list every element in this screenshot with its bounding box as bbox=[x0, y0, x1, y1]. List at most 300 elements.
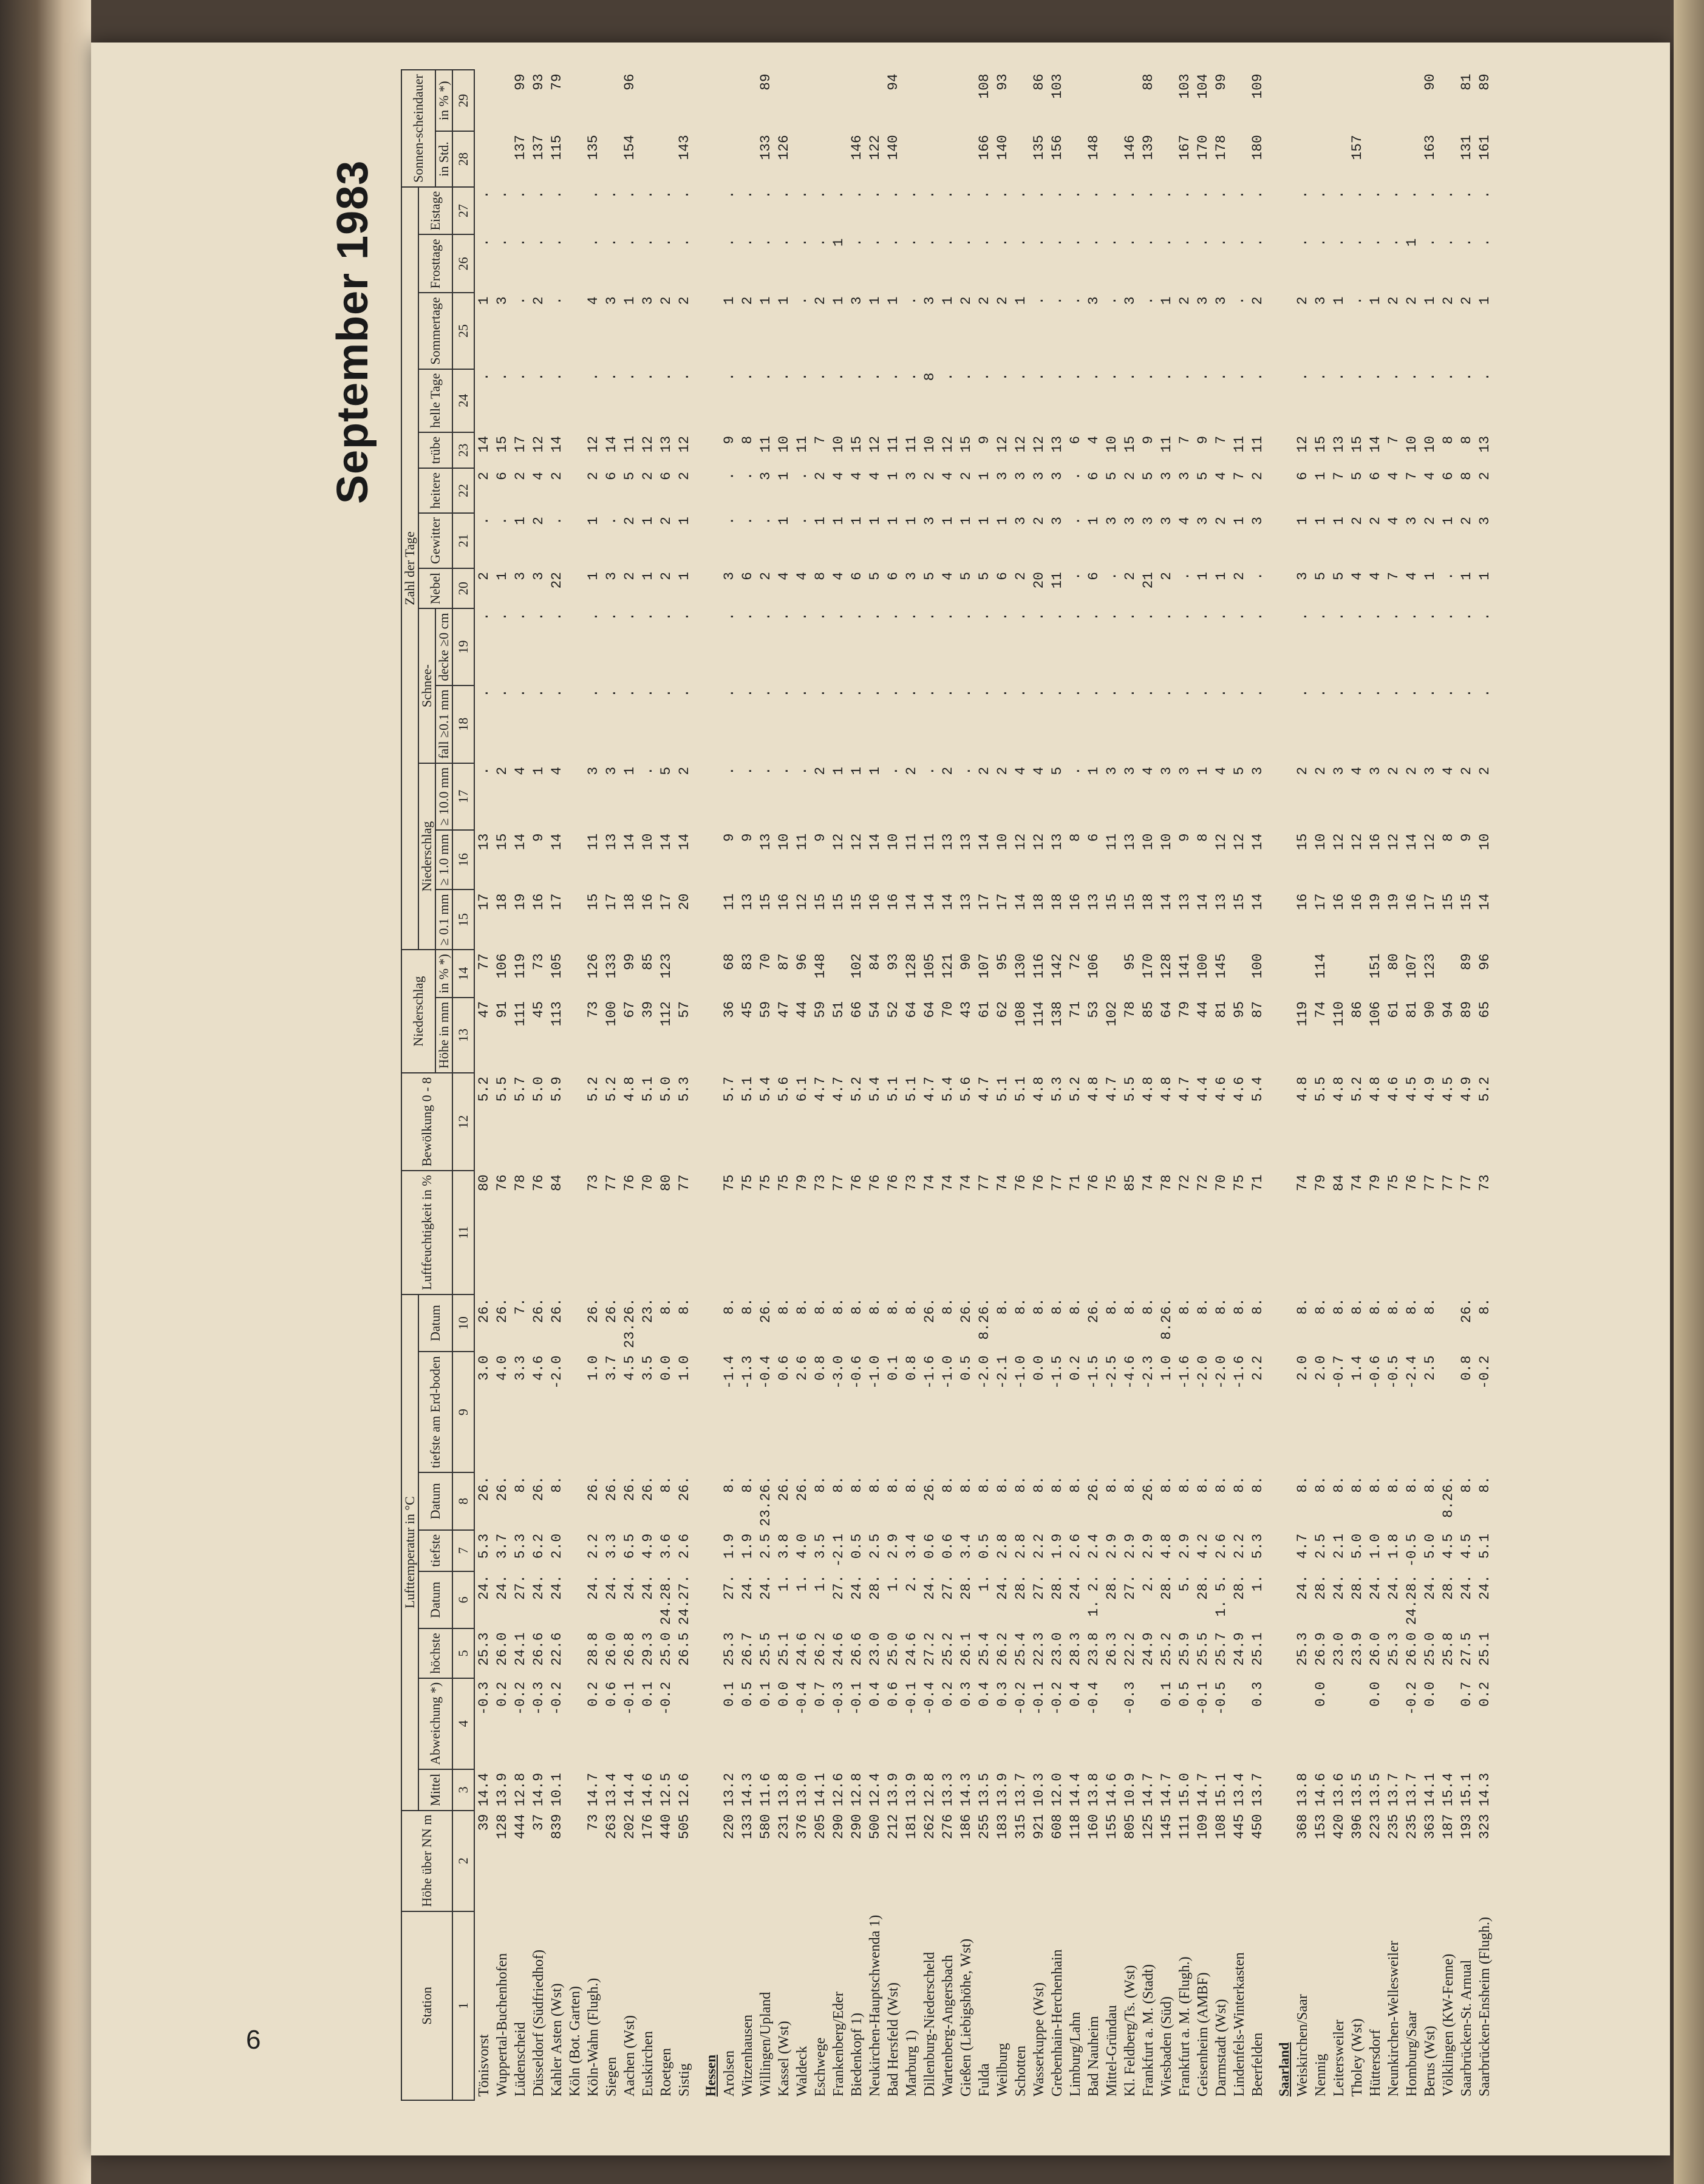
table-cell: 4 bbox=[1368, 571, 1383, 580]
section-title: Saarland bbox=[1276, 2042, 1292, 2097]
table-cell: 9 bbox=[1140, 435, 1156, 444]
table-cell: 14.3 bbox=[1477, 1772, 1493, 1807]
table-cell: . bbox=[604, 689, 619, 698]
table-cell: . bbox=[1459, 238, 1474, 247]
table-cell: 27. bbox=[1031, 1574, 1047, 1600]
table-cell: 13 bbox=[476, 833, 492, 851]
station-name: Beerfelden bbox=[1249, 2032, 1266, 2097]
table-cell: 141 bbox=[1177, 953, 1193, 979]
table-cell: 13.6 bbox=[1331, 1772, 1347, 1807]
table-cell: 18 bbox=[1140, 893, 1156, 911]
table-cell: 12.6 bbox=[831, 1772, 847, 1807]
table-cell: . bbox=[1404, 689, 1420, 698]
table-cell: 89 bbox=[758, 73, 774, 90]
table-cell: . bbox=[1068, 296, 1083, 305]
table-cell: 0.0 bbox=[1031, 1355, 1047, 1381]
table-cell: 5.3 bbox=[1049, 1077, 1065, 1102]
table-cell: 3.4 bbox=[958, 1533, 974, 1559]
table-cell: 47 bbox=[476, 1001, 492, 1018]
table-cell: 85 bbox=[640, 953, 656, 970]
table-cell bbox=[1366, 70, 1385, 131]
table-cell: 323 bbox=[1477, 1814, 1493, 1840]
table-cell: 104 bbox=[1195, 73, 1211, 99]
col-truebe: trübe bbox=[418, 432, 452, 468]
table-cell: 15 bbox=[1349, 435, 1365, 453]
table-cell bbox=[1103, 70, 1121, 131]
table-cell: 6.5 bbox=[622, 1533, 638, 1559]
group-lufttemp: Lufttemperatur in °C bbox=[401, 1294, 418, 1811]
table-cell: -3.0 bbox=[831, 1355, 847, 1389]
table-cell: 1 bbox=[995, 516, 1010, 525]
table-cell: . bbox=[721, 190, 737, 199]
table-cell: 8. bbox=[1313, 1475, 1329, 1493]
table-cell: 18 bbox=[1049, 893, 1065, 911]
table-cell: 54 bbox=[867, 1001, 883, 1018]
table-cell: . bbox=[1313, 190, 1329, 199]
table-cell: . bbox=[1177, 612, 1193, 621]
table-cell: 4 bbox=[531, 472, 547, 480]
table-cell: 15.1 bbox=[1213, 1772, 1229, 1807]
table-row bbox=[1048, 70, 1066, 2100]
table-cell: 15 bbox=[958, 435, 974, 453]
table-cell: 2.6 bbox=[676, 1533, 692, 1559]
table-cell: 10.1 bbox=[549, 1772, 565, 1807]
table-cell: -2.1 bbox=[995, 1355, 1010, 1389]
table-cell: 80 bbox=[1386, 953, 1402, 970]
table-cell: 12.8 bbox=[513, 1772, 528, 1807]
station-name: Biedenkopf 1) bbox=[848, 2013, 865, 2097]
table-cell: . bbox=[1349, 372, 1365, 381]
table-cell bbox=[830, 131, 848, 187]
table-cell: 108 bbox=[976, 73, 992, 99]
table-cell: 1 bbox=[758, 296, 774, 305]
table-cell bbox=[566, 1811, 584, 1911]
table-cell: 71 bbox=[1068, 1174, 1083, 1191]
table-cell: 24.27. bbox=[676, 1574, 692, 1625]
table-cell: 28. bbox=[867, 1574, 883, 1600]
table-row bbox=[530, 70, 548, 2100]
table-cell bbox=[793, 70, 811, 131]
table-cell: 5.9 bbox=[549, 1077, 565, 1102]
table-cell: 24.6 bbox=[794, 1632, 810, 1666]
table-cell: 4.7 bbox=[1177, 1077, 1193, 1102]
table-cell: 5 bbox=[1349, 472, 1365, 480]
table-cell: . bbox=[549, 612, 565, 621]
table-cell: . bbox=[1049, 372, 1065, 381]
table-cell: 2 bbox=[958, 472, 974, 480]
table-cell: . bbox=[585, 190, 601, 199]
table-cell: 3 bbox=[1195, 516, 1211, 525]
column-number: 9 bbox=[452, 1352, 474, 1472]
table-cell: 135 bbox=[1031, 135, 1047, 160]
table-cell: 1 bbox=[885, 296, 901, 305]
table-cell: 1 bbox=[1422, 571, 1438, 580]
table-cell: . bbox=[1049, 238, 1065, 247]
table-cell: . bbox=[1013, 190, 1029, 199]
table-cell: . bbox=[904, 689, 919, 698]
table-cell: . bbox=[1232, 296, 1247, 305]
table-cell: 76 bbox=[494, 1174, 510, 1191]
table-row bbox=[1439, 70, 1457, 2100]
table-cell: 2 bbox=[1232, 571, 1247, 580]
column-number: 8 bbox=[452, 1472, 474, 1530]
table-cell: 24. bbox=[1068, 1574, 1083, 1600]
table-cell: 5 bbox=[1331, 571, 1347, 580]
table-cell: 3 bbox=[1404, 516, 1420, 525]
table-cell: 79 bbox=[1177, 1001, 1193, 1018]
table-cell: 1 bbox=[958, 516, 974, 525]
table-cell: 77 bbox=[1440, 1174, 1456, 1191]
table-cell: 161 bbox=[1477, 135, 1493, 160]
table-cell: 12 bbox=[867, 435, 883, 453]
table-cell: 4.7 bbox=[813, 1077, 828, 1102]
table-cell: 1 bbox=[513, 516, 528, 525]
table-cell: 0.8 bbox=[813, 1355, 828, 1381]
col-ns-1: ≥ 1.0 mm bbox=[435, 830, 452, 890]
table-cell: 2 bbox=[1313, 766, 1329, 775]
table-cell: 130 bbox=[1013, 953, 1029, 979]
table-cell: 450 bbox=[1250, 1814, 1266, 1840]
table-cell: . bbox=[721, 516, 737, 525]
table-cell: 83 bbox=[740, 953, 755, 970]
table-cell: 116 bbox=[1031, 953, 1047, 979]
table-cell bbox=[1330, 1678, 1348, 1769]
table-cell: 1 bbox=[721, 296, 737, 305]
table-cell: 26.0 bbox=[1368, 1632, 1383, 1666]
table-cell: -2.3 bbox=[1140, 1355, 1156, 1389]
table-cell: 99 bbox=[1213, 73, 1229, 90]
table-cell: 26. bbox=[549, 1298, 565, 1324]
station-name: Roetgen bbox=[658, 2048, 674, 2097]
table-cell: 89 bbox=[1459, 1001, 1474, 1018]
table-cell: 3.8 bbox=[776, 1533, 792, 1559]
table-cell: 75 bbox=[1232, 1174, 1247, 1191]
table-cell: 5 bbox=[1232, 766, 1247, 775]
table-cell: -0.1 bbox=[904, 1681, 919, 1715]
table-cell: . bbox=[513, 612, 528, 621]
table-cell: 4 bbox=[867, 472, 883, 480]
table-cell: 8. bbox=[849, 1475, 865, 1493]
table-cell: 128 bbox=[494, 1814, 510, 1840]
table-cell: . bbox=[721, 238, 737, 247]
table-cell: 5.0 bbox=[1349, 1533, 1365, 1559]
table-cell: . bbox=[658, 612, 674, 621]
table-cell: 3.4 bbox=[904, 1533, 919, 1559]
table-cell: 10 bbox=[1477, 833, 1493, 851]
table-cell: 26.7 bbox=[740, 1632, 755, 1666]
table-cell: 1 bbox=[1368, 296, 1383, 305]
table-cell: 8. bbox=[1049, 1298, 1065, 1315]
table-cell: 1. bbox=[1250, 1574, 1266, 1592]
table-cell: . bbox=[1195, 238, 1211, 247]
table-cell: 4 bbox=[1213, 472, 1229, 480]
column-number: 29 bbox=[452, 70, 474, 131]
table-cell: 4 bbox=[1386, 516, 1402, 525]
station-name: Berus (Wst) bbox=[1422, 2026, 1438, 2097]
table-cell: 14.4 bbox=[476, 1772, 492, 1807]
table-cell: . bbox=[922, 766, 938, 775]
station-name: Kassel (Wst) bbox=[775, 2021, 792, 2097]
section-header bbox=[694, 70, 720, 2100]
table-cell: 3 bbox=[922, 296, 938, 305]
table-cell: 95 bbox=[1122, 953, 1138, 970]
table-cell: 148 bbox=[1086, 135, 1102, 160]
table-cell: 4 bbox=[1349, 571, 1365, 580]
table-cell: . bbox=[1295, 372, 1310, 381]
table-cell: 8. bbox=[995, 1298, 1010, 1315]
table-cell: 94 bbox=[1440, 1001, 1456, 1018]
table-cell: . bbox=[1368, 238, 1383, 247]
table-cell: 59 bbox=[758, 1001, 774, 1018]
table-cell: 10 bbox=[1422, 435, 1438, 453]
table-cell: 0.6 bbox=[776, 1355, 792, 1381]
table-cell bbox=[1403, 131, 1421, 187]
table-cell: 24. bbox=[531, 1574, 547, 1600]
table-cell: 3 bbox=[1049, 472, 1065, 480]
table-cell: . bbox=[1477, 612, 1493, 621]
table-cell: 2 bbox=[1386, 296, 1402, 305]
table-cell: 1 bbox=[640, 516, 656, 525]
table-cell: 157 bbox=[1349, 135, 1365, 160]
table-cell: 8 bbox=[1440, 833, 1456, 842]
table-cell: . bbox=[995, 372, 1010, 381]
table-cell: 71 bbox=[1250, 1174, 1266, 1191]
station-name: Bad Hersfeld (Wst) bbox=[885, 1982, 901, 2097]
table-cell: . bbox=[640, 689, 656, 698]
table-cell: 84 bbox=[1331, 1174, 1347, 1191]
table-cell: 13.7 bbox=[1013, 1772, 1029, 1807]
table-cell: 2.2 bbox=[1250, 1355, 1266, 1381]
table-cell: 1 bbox=[1013, 296, 1029, 305]
table-cell: 84 bbox=[549, 1174, 565, 1191]
table-cell: 26. bbox=[794, 1475, 810, 1502]
table-cell: 12 bbox=[1031, 833, 1047, 851]
table-cell: 0.8 bbox=[1459, 1355, 1474, 1381]
table-cell: . bbox=[721, 372, 737, 381]
table-cell: 79 bbox=[1368, 1174, 1383, 1191]
table-cell: 8. bbox=[1368, 1298, 1383, 1315]
table-cell: . bbox=[1331, 689, 1347, 698]
table-cell: -0.1 bbox=[622, 1681, 638, 1715]
table-cell: . bbox=[1250, 190, 1266, 199]
table-cell: 1. 5. bbox=[1213, 1574, 1229, 1617]
table-cell: 1.0 bbox=[1368, 1533, 1383, 1559]
table-cell: 22.6 bbox=[549, 1632, 565, 1666]
column-number: 14 bbox=[452, 950, 474, 998]
col-datum-2: Datum bbox=[418, 1472, 452, 1530]
table-cell: 14 bbox=[940, 893, 956, 911]
table-cell: 4 bbox=[1140, 766, 1156, 775]
table-cell: 8. bbox=[940, 1298, 956, 1315]
table-cell: . bbox=[740, 472, 755, 480]
table-cell: 24. bbox=[1386, 1574, 1402, 1600]
table-cell: . bbox=[658, 689, 674, 698]
table-cell: 5.6 bbox=[776, 1077, 792, 1102]
table-cell: 77 bbox=[1459, 1174, 1474, 1191]
table-cell: . bbox=[758, 238, 774, 247]
table-cell: 3 bbox=[1013, 516, 1029, 525]
table-cell: 4 bbox=[1086, 435, 1102, 444]
table-cell: 1 bbox=[531, 766, 547, 775]
table-cell: 0.8 bbox=[904, 1355, 919, 1381]
table-cell: 26.9 bbox=[1313, 1632, 1329, 1666]
table-cell: 1 bbox=[1477, 296, 1493, 305]
table-cell: 2 bbox=[658, 516, 674, 525]
table-cell: 14 bbox=[513, 833, 528, 851]
station-name: Wasserkuppe (Wst) bbox=[1031, 1982, 1047, 2097]
section-title: Hessen bbox=[703, 2055, 718, 2097]
table-cell: 4.9 bbox=[640, 1533, 656, 1559]
col-datum-1: Datum bbox=[418, 1571, 452, 1629]
table-cell: . bbox=[794, 372, 810, 381]
table-cell: 115 bbox=[549, 135, 565, 160]
table-cell: . bbox=[1140, 689, 1156, 698]
table-cell: -0.7 bbox=[1331, 1355, 1347, 1389]
table-cell: 0.6 bbox=[885, 1681, 901, 1707]
table-cell: . bbox=[1104, 612, 1120, 621]
table-cell: 0.4 bbox=[976, 1681, 992, 1707]
table-cell: 5 bbox=[658, 766, 674, 775]
table-cell: 3 bbox=[1159, 472, 1174, 480]
table-cell: 4 bbox=[940, 472, 956, 480]
table-row bbox=[884, 70, 902, 2100]
table-cell: 27. bbox=[721, 1574, 737, 1600]
table-cell: 4 bbox=[1422, 472, 1438, 480]
table-cell: 45 bbox=[531, 1001, 547, 1018]
table-cell: 15 bbox=[813, 893, 828, 911]
station-name: Leitersweiler bbox=[1331, 2019, 1347, 2097]
table-cell bbox=[675, 70, 694, 131]
table-cell: 4.7 bbox=[976, 1077, 992, 1102]
table-cell: 125 bbox=[1140, 1814, 1156, 1840]
table-row bbox=[1457, 70, 1476, 2100]
table-cell: 12 bbox=[1295, 435, 1310, 453]
table-cell: 8. bbox=[1404, 1298, 1420, 1315]
table-cell: 0.3 bbox=[1250, 1681, 1266, 1707]
table-cell: 28. bbox=[1232, 1574, 1247, 1600]
table-cell: 11 bbox=[622, 435, 638, 453]
station-name: Kahler Asten (Wst) bbox=[548, 1983, 565, 2097]
column-number: 26 bbox=[452, 234, 474, 293]
table-cell: 839 bbox=[549, 1814, 565, 1840]
table-cell: 81 bbox=[1404, 1001, 1420, 1018]
table-cell: 102 bbox=[1104, 1001, 1120, 1027]
table-cell bbox=[1157, 70, 1176, 131]
table-cell bbox=[566, 1294, 584, 1352]
table-cell: . bbox=[813, 190, 828, 199]
table-cell: 8. bbox=[1031, 1298, 1047, 1315]
table-cell: 5.7 bbox=[513, 1077, 528, 1102]
table-cell: 170 bbox=[1140, 953, 1156, 979]
table-cell: 25.7 bbox=[1213, 1632, 1229, 1666]
column-number: 20 bbox=[452, 568, 474, 609]
col-tiefste-erd: tiefste am Erd-boden bbox=[418, 1352, 452, 1472]
table-cell: . bbox=[740, 689, 755, 698]
table-cell: 24. bbox=[1368, 1574, 1383, 1600]
table-cell: 16 bbox=[867, 893, 883, 911]
table-cell: 15.0 bbox=[1177, 1772, 1193, 1807]
table-cell: . bbox=[1195, 612, 1211, 621]
table-cell: . bbox=[958, 372, 974, 381]
table-cell bbox=[566, 1472, 584, 1530]
station-name: Tholey (Wst) bbox=[1349, 2018, 1365, 2097]
table-cell: -0.1 bbox=[1031, 1681, 1047, 1715]
table-cell: 44 bbox=[1195, 1001, 1211, 1018]
table-cell: 396 bbox=[1349, 1814, 1365, 1840]
table-cell: 4.0 bbox=[794, 1533, 810, 1559]
table-cell: 8. bbox=[1122, 1298, 1138, 1315]
table-cell: 119 bbox=[1295, 1001, 1310, 1027]
table-cell: 2 bbox=[958, 296, 974, 305]
table-cell: 74 bbox=[1349, 1174, 1365, 1191]
table-cell: 10.3 bbox=[1031, 1772, 1047, 1807]
table-cell: 10 bbox=[922, 435, 938, 453]
table-cell: 10 bbox=[885, 833, 901, 851]
table-cell: 22.3 bbox=[1031, 1632, 1047, 1666]
table-cell: 0.3 bbox=[958, 1681, 974, 1707]
table-cell: 74 bbox=[1313, 1001, 1329, 1018]
table-cell: 26. bbox=[531, 1475, 547, 1502]
table-cell: 26.5 bbox=[676, 1632, 692, 1666]
table-cell: 28. bbox=[1104, 1574, 1120, 1600]
table-row bbox=[902, 70, 921, 2100]
table-cell: 8. bbox=[831, 1298, 847, 1315]
table-cell: . bbox=[658, 238, 674, 247]
table-row bbox=[775, 70, 793, 2100]
table-cell: 112 bbox=[658, 1001, 674, 1027]
table-cell bbox=[921, 131, 939, 187]
table-cell: . bbox=[831, 689, 847, 698]
table-cell: 24. bbox=[995, 1574, 1010, 1600]
table-cell: 3 bbox=[604, 296, 619, 305]
table-cell: . bbox=[585, 372, 601, 381]
table-cell: 86 bbox=[1031, 73, 1047, 90]
table-cell: 3 bbox=[1013, 472, 1029, 480]
table-cell: 10 bbox=[1313, 833, 1329, 851]
table-cell: . bbox=[1422, 689, 1438, 698]
table-cell bbox=[566, 234, 584, 293]
table-cell: 10 bbox=[776, 435, 792, 453]
table-cell: . bbox=[976, 689, 992, 698]
table-cell: -1.0 bbox=[867, 1355, 883, 1389]
table-cell: 6 bbox=[1068, 435, 1083, 444]
table-cell: 16 bbox=[1068, 893, 1083, 911]
table-row bbox=[657, 70, 675, 2100]
table-cell: 26. bbox=[494, 1298, 510, 1324]
table-cell: 59 bbox=[813, 1001, 828, 1018]
table-cell: . bbox=[831, 190, 847, 199]
col-ns-10: ≥ 10.0 mm bbox=[435, 763, 452, 830]
table-cell: 24. bbox=[604, 1574, 619, 1600]
table-cell: . bbox=[904, 238, 919, 247]
table-cell: 78 bbox=[1122, 1001, 1138, 1018]
table-cell: 3 bbox=[531, 571, 547, 580]
table-cell: 0.5 bbox=[849, 1533, 865, 1559]
table-cell: 8. bbox=[1213, 1475, 1229, 1493]
table-cell: . bbox=[1331, 238, 1347, 247]
table-cell: 2 bbox=[531, 296, 547, 305]
table-cell: . bbox=[1213, 372, 1229, 381]
table-cell: . bbox=[622, 689, 638, 698]
table-cell: . bbox=[1068, 689, 1083, 698]
table-cell: 16 bbox=[1368, 833, 1383, 851]
table-cell: 500 bbox=[867, 1814, 883, 1840]
table-cell: 17 bbox=[976, 893, 992, 911]
table-cell: 290 bbox=[849, 1814, 865, 1840]
table-cell: 14 bbox=[1368, 435, 1383, 453]
table-cell: 13 bbox=[604, 833, 619, 851]
table-cell: 4.7 bbox=[1104, 1077, 1120, 1102]
